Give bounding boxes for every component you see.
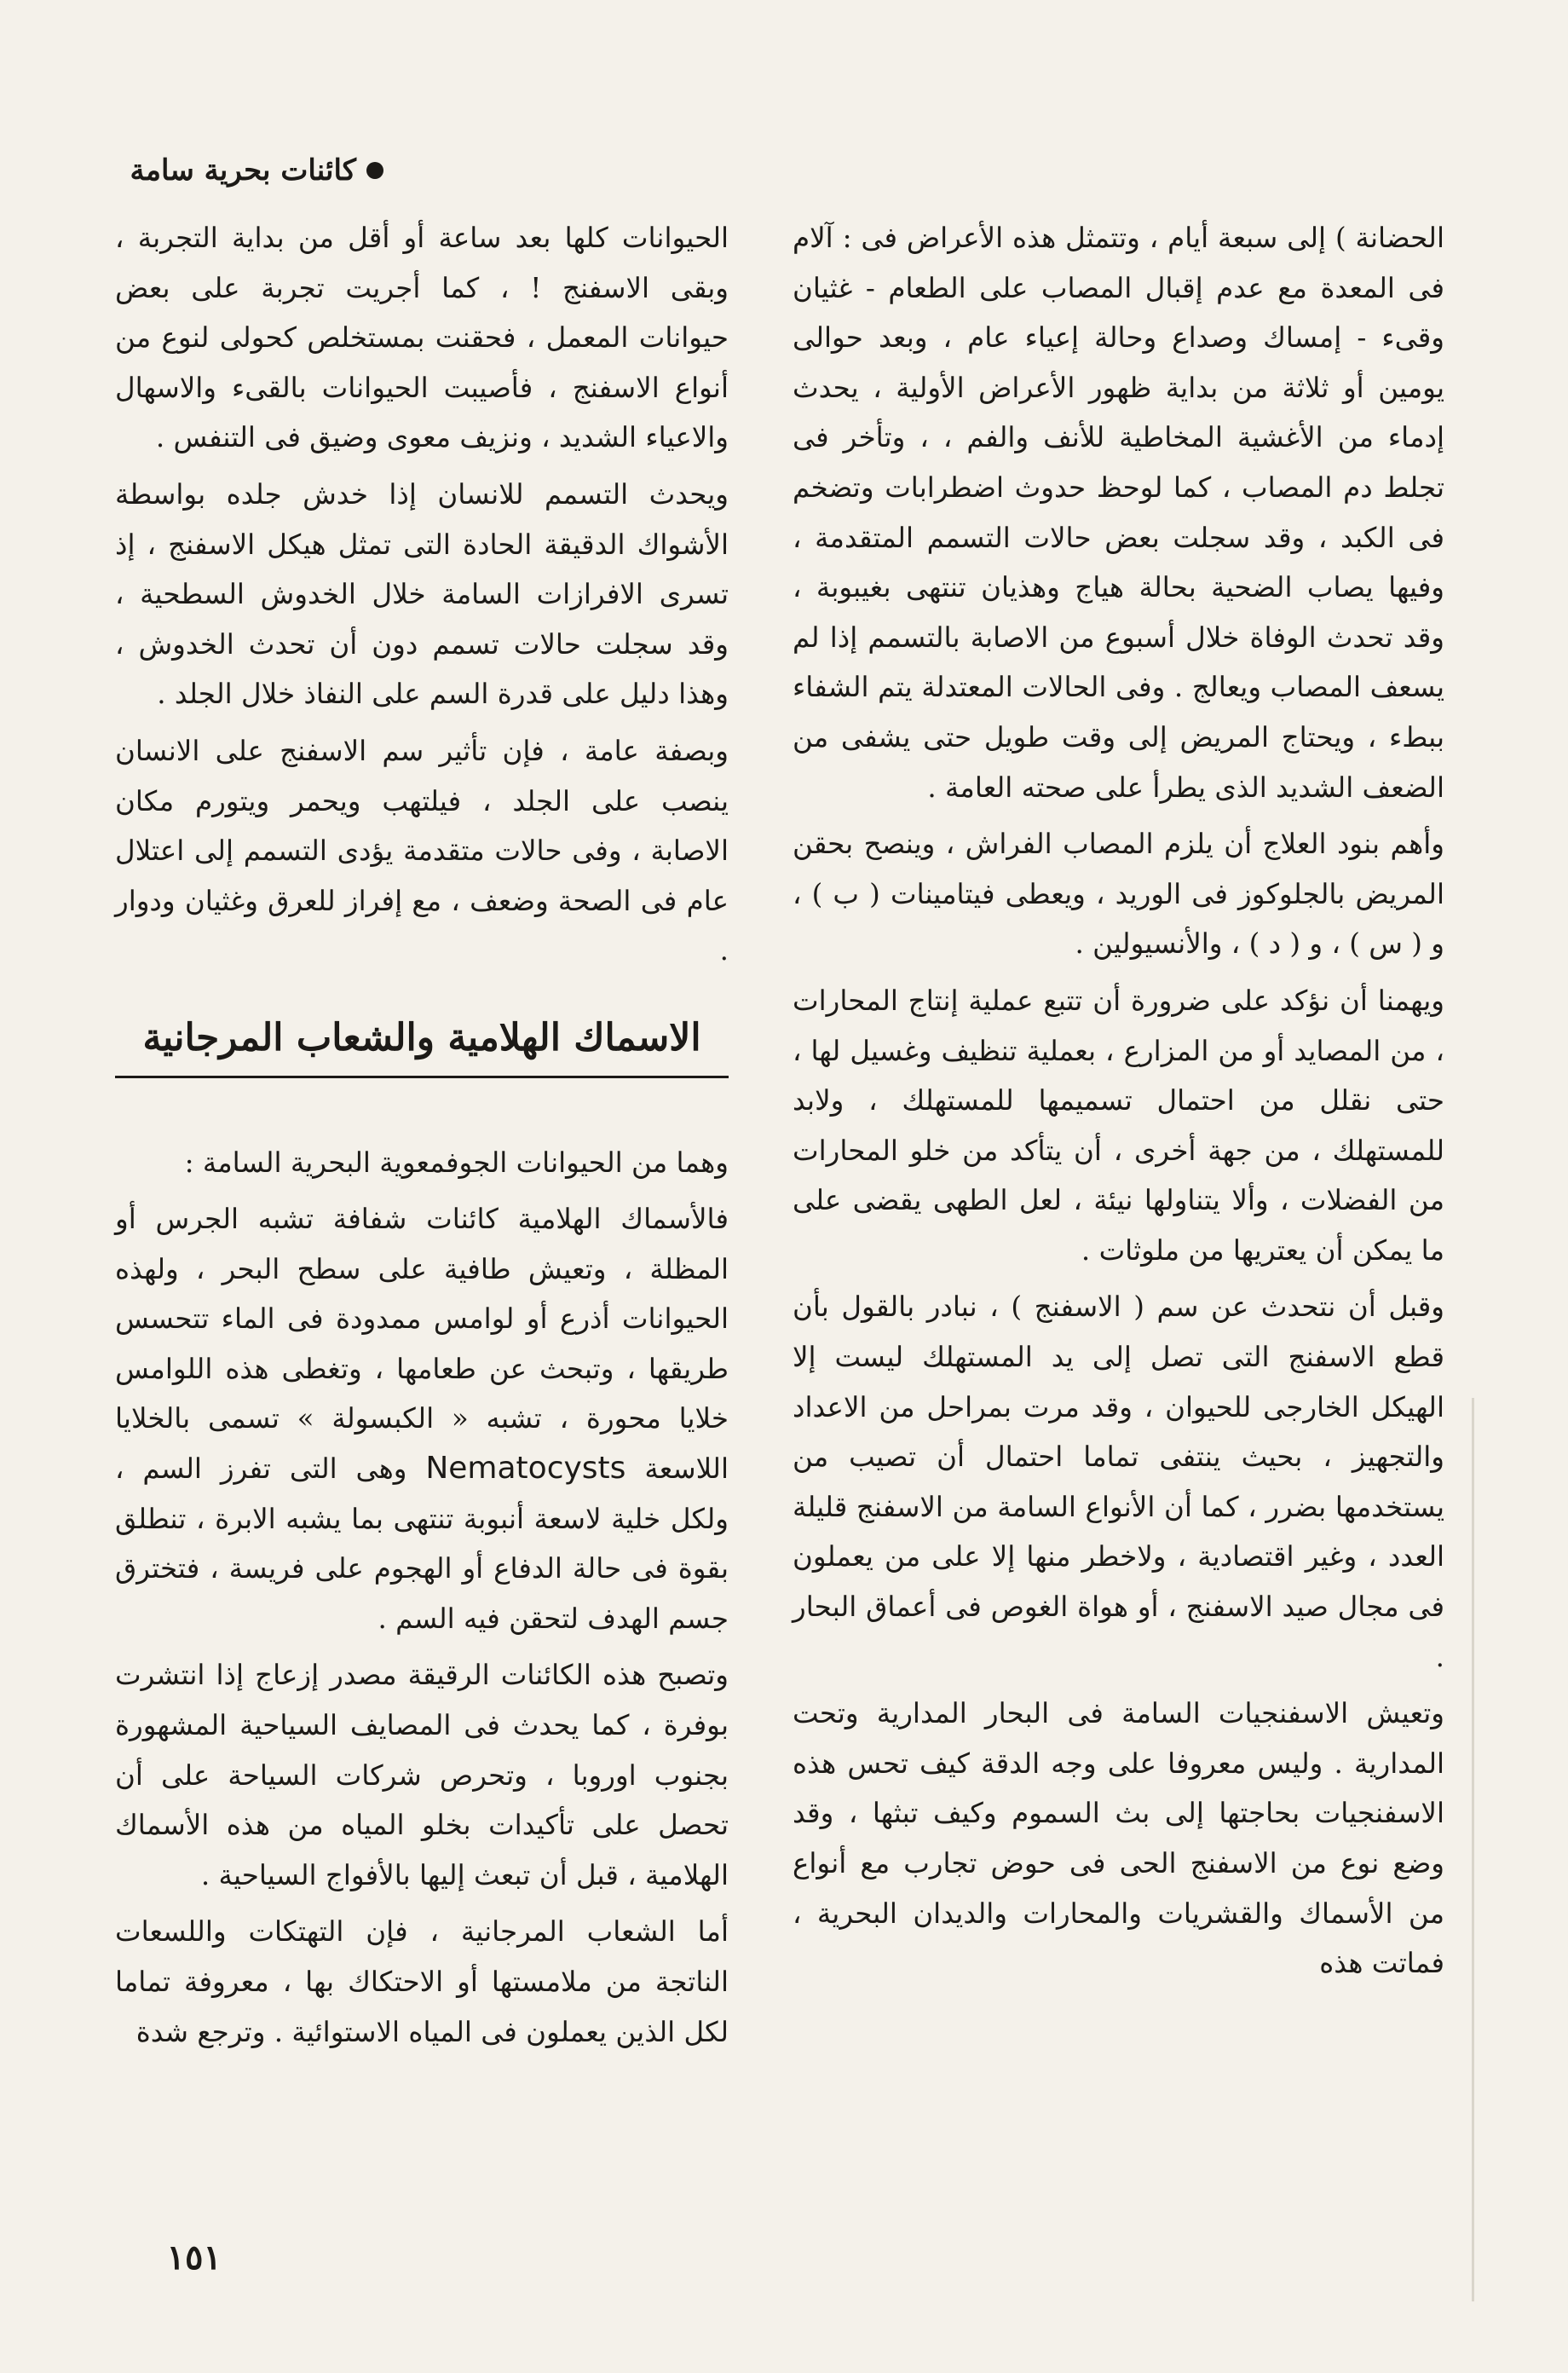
paragraph: أما الشعاب المرجانية ، فإن التهتكات واللسعات الناتجة من ملامستها أو الاحتكاك بها ، معروفة تماما لكل الذين يعملون فى المياه الاستوائية . وترجع شدة: [115, 1915, 729, 2048]
paragraph: الحضانة ) إلى سبعة أيام ، وتتمثل هذه الأعراض فى : آلام فى المعدة مع عدم إقبال المصاب على الطعام - غثيان وقىء - إمساك وصداع وحالة إعياء عام ، وبعد حوالى يومين أو ثلاثة من بداية ظهور الأعراض الأولية ، يحدث إدماء من الأغشية المخاطية للأنف والفم ، ، وتأخر فى تجلط دم المصاب ، كما لوحظ حدوث اضطرابات وتضخم فى الكبد ، وقد سجلت بعض حالات التسمم المتقدمة ، وفيها يصاب الضحية بحالة هياج وهذيان تنتهى بغيبوبة ، وقد تحدث الوفاة خلال أسبوع من الاصابة بالتسمم إذا لم يسعف المصاب ويعالج . وفى الحالات المعتدلة يتم الشفاء ببطء ، ويحتاج المريض إلى وقت طويل حتى يشفى من الضعف الشديد الذى يطرأ على صحته العامة .: [793, 222, 1444, 804]
latin-term: Nematocysts: [425, 1451, 626, 1487]
page-edge-shadow: [1472, 1398, 1474, 2301]
paragraph-text: فالأسماك الهلامية كائنات شفافة تشبه الجرس أو المظلة ، وتعيش طافية على سطح البحر ، ولهذه الحيوانات أذرع أو لوامس ممدودة فى الماء تتحسس طريقها ، وتبحث عن طعامها ، وتغطى هذه اللوامس خلايا محورة ، تشبه « الكبسولة » تسمى بالخلايا اللاسعة: [115, 1203, 729, 1486]
section-spacer: [115, 1078, 729, 1138]
paragraph: وقبل أن نتحدث عن سم ( الاسفنج ) ، نبادر بالقول بأن قطع الاسفنج التى تصل إلى يد المستهلك ليست إلا الهيكل الخارجى للحيوان ، وقد مرت بمراحل من الاعداد والتجهيز ، بحيث ينتفى تماما احتمال أن تصيب من يستخدمها بضرر ، كما أن الأنواع السامة من الاسفنج قليلة العدد ، وغير اقتصادية ، ولاخطر منها إلا على من يعملون فى مجال صيد الاسفنج ، أو هواة الغوص فى أعماق البحار .: [793, 1290, 1444, 1673]
paragraph-text: وهى التى تفرز السم ، ولكل خلية لاسعة أنبوبة تنتهى بما يشبه الابرة ، تنطلق بقوة فى حالة الدفاع أو الهجوم على فريسة ، فتخترق جسم الهدف لتحقن فيه السم .: [115, 1452, 729, 1635]
paragraph: وأهم بنود العلاج أن يلزم المصاب الفراش ، وينصح بحقن المريض بالجلوكوز فى الوريد ، ويعطى فيتامينات ( ب ) ، و ( س ) ، و ( د ) ، والأنسيولين .: [793, 828, 1444, 961]
section-title: الاسماك الهلامية والشعاب المرجانية: [115, 1013, 729, 1078]
paragraph: وتصبح هذه الكائنات الرقيقة مصدر إزعاج إذا انتشرت بوفرة ، كما يحدث فى المصايف السياحية المشهورة بجنوب اوروبا ، وتحرص شركات السياحة على أن تحصل على تأكيدات بخلو المياه من هذه الأسماك الهلامية ، قبل أن تبعث إليها بالأفواج السياحية .: [115, 1659, 729, 1891]
paragraph: وتعيش الاسفنجيات السامة فى البحار المدارية وتحت المدارية . وليس معروفا على وجه الدقة كيف تحس هذه الاسفنجيات بحاجتها إلى بث السموم وكيف تبثها ، وقد وضع نوع من الاسفنج الحى فى حوض تجارب مع أنواع من الأسماك والقشريات والمحارات والديدان البحرية ، فماتت هذه: [793, 1697, 1444, 1980]
right-column: [793, 213, 1444, 1989]
paragraph: الحيوانات كلها بعد ساعة أو أقل من بداية التجربة ، وبقى الاسفنج ! ، كما أجريت تجربة على بعض حيوانات المعمل ، فحقنت بمستخلص كحولى لنوع من أنواع الاسفنج ، فأصيبت الحيوانات بالقىء والاسهال والاعياء الشديد ، ونزيف معوى وضيق فى التنفس .: [115, 222, 729, 454]
paragraph: وبصفة عامة ، فإن تأثير سم الاسفنج على الانسان ينصب على الجلد ، فيلتهب ويحمر ويتورم مكان الاصابة ، وفى حالات متقدمة يؤدى التسمم إلى اعتلال عام فى الصحة وضعف ، مع إفراز للعرق وغثيان ودوار .: [115, 734, 729, 967]
running-head: [130, 153, 383, 188]
bullet-icon: [366, 162, 383, 179]
paragraph: ويهمنا أن نؤكد على ضرورة أن تتبع عملية إنتاج المحارات ، من المصايد أو من المزارع ، بعملية تنظيف وغسيل لها ، حتى نقلل من احتمال تسميمها للمستهلك ، ولابد للمستهلك ، من جهة أخرى ، أن يتأكد من خلو المحارات من الفضلات ، وألا يتناولها نيئة ، لعل الطهى يقضى على ما يمكن أن يعتريها من ملوثات .: [793, 984, 1444, 1267]
paragraph: ويحدث التسمم للانسان إذا خدش جلده بواسطة الأشواك الدقيقة الحادة التى تمثل هيكل الاسفنج ، إذ تسرى الافرازات السامة خلال الخدوش السطحية ، وقد سجلت حالات تسمم دون أن تحدث الخدوش ، وهذا دليل على قدرة السم على النفاذ خلال الجلد .: [115, 477, 729, 711]
page-number: ١٥١: [166, 2237, 222, 2278]
running-head-text: كائنات بحرية سامة: [130, 153, 356, 188]
left-column: [115, 213, 729, 2057]
paragraph: [115, 1194, 729, 1643]
paragraph: وهما من الحيوانات الجوفمعوية البحرية السامة :: [184, 1146, 729, 1179]
